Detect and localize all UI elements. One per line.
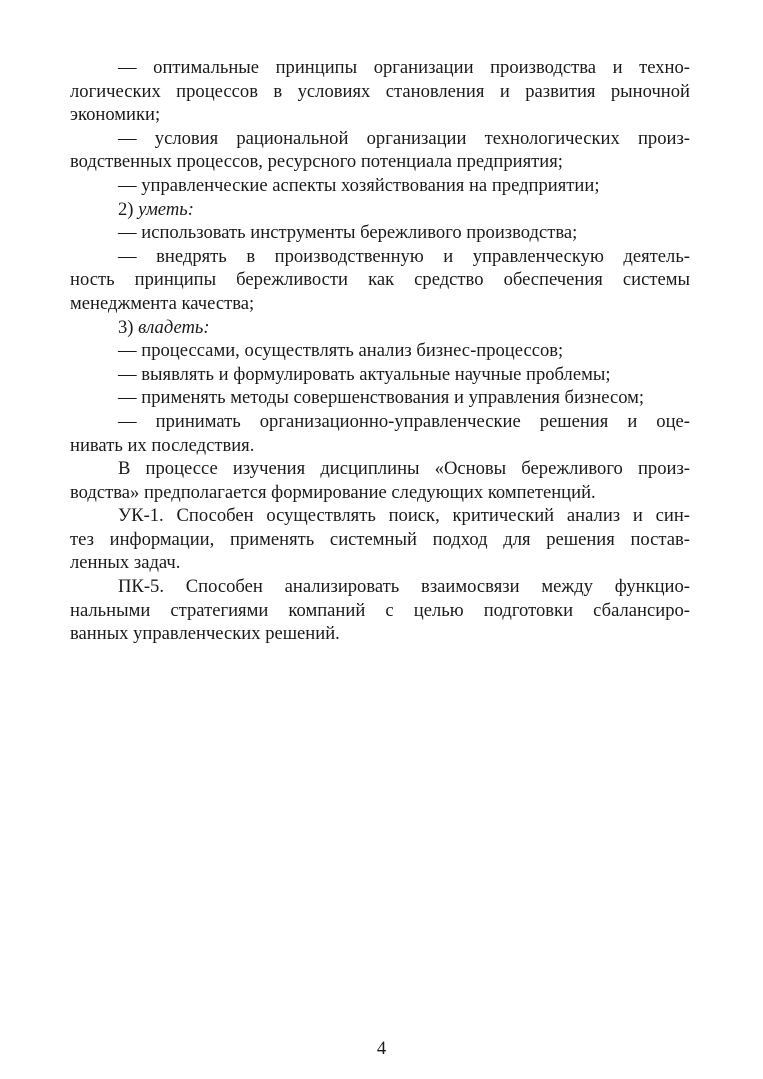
section-heading-mastery bbox=[70, 316, 690, 340]
text-line: — использовать инструменты бережливого производства; bbox=[118, 222, 578, 244]
text-line: ность принципы бережливости как средство обеспечения системы bbox=[70, 269, 690, 291]
text-line: — процессами, осуществлять анализ бизнес-процессов; bbox=[118, 340, 564, 362]
text-line: водственных процессов, ресурсного потенциала предприятия; bbox=[70, 151, 563, 173]
text-line: ванных управленческих решений. bbox=[70, 623, 340, 645]
list-number: 2) bbox=[118, 198, 134, 220]
text-line: — применять методы совершенствования и управления бизнесом; bbox=[118, 387, 645, 409]
text-line: В процессе изучения дисциплины «Основы бережливого произ- bbox=[118, 458, 690, 480]
list-number: 3) bbox=[118, 316, 134, 338]
text-line: экономики; bbox=[70, 104, 161, 126]
text-line: ПК-5. Способен анализировать взаимосвязи между функцио- bbox=[118, 576, 690, 598]
page-number: 4 bbox=[376, 1038, 387, 1059]
text-line: менеджмента качества; bbox=[70, 292, 255, 314]
section-heading-skills bbox=[70, 198, 690, 222]
text-line: водства» предполагается формирование следующих компетенций. bbox=[70, 481, 596, 503]
text-line: логических процессов в условиях становления и развития рыночной bbox=[70, 80, 690, 102]
text-line: — условия рациональной организации технологических произ- bbox=[118, 127, 690, 149]
section-title-skills: уметь: bbox=[138, 198, 194, 220]
page-body bbox=[70, 56, 690, 646]
text-line: тез информации, применять системный подход для решения постав- bbox=[70, 528, 690, 550]
text-line: — оптимальные принципы организации производства и техно- bbox=[118, 57, 690, 78]
text-line: нальными стратегиями компаний с целью подготовки сбалансиро- bbox=[70, 599, 690, 621]
text-line: — управленческие аспекты хозяйствования на предприятии; bbox=[118, 174, 600, 196]
text-line: — выявлять и формулировать актуальные научные проблемы; bbox=[118, 363, 611, 385]
text-line: ленных задач. bbox=[70, 552, 181, 574]
text-line: нивать их последствия. bbox=[70, 434, 255, 456]
text-line: — принимать организационно-управленческие решения и оце- bbox=[118, 410, 690, 432]
section-title-mastery: владеть: bbox=[138, 316, 210, 338]
text-line: — внедрять в производственную и управленческую деятель- bbox=[118, 245, 690, 267]
text-line: УК-1. Способен осуществлять поиск, критический анализ и син- bbox=[118, 505, 690, 527]
